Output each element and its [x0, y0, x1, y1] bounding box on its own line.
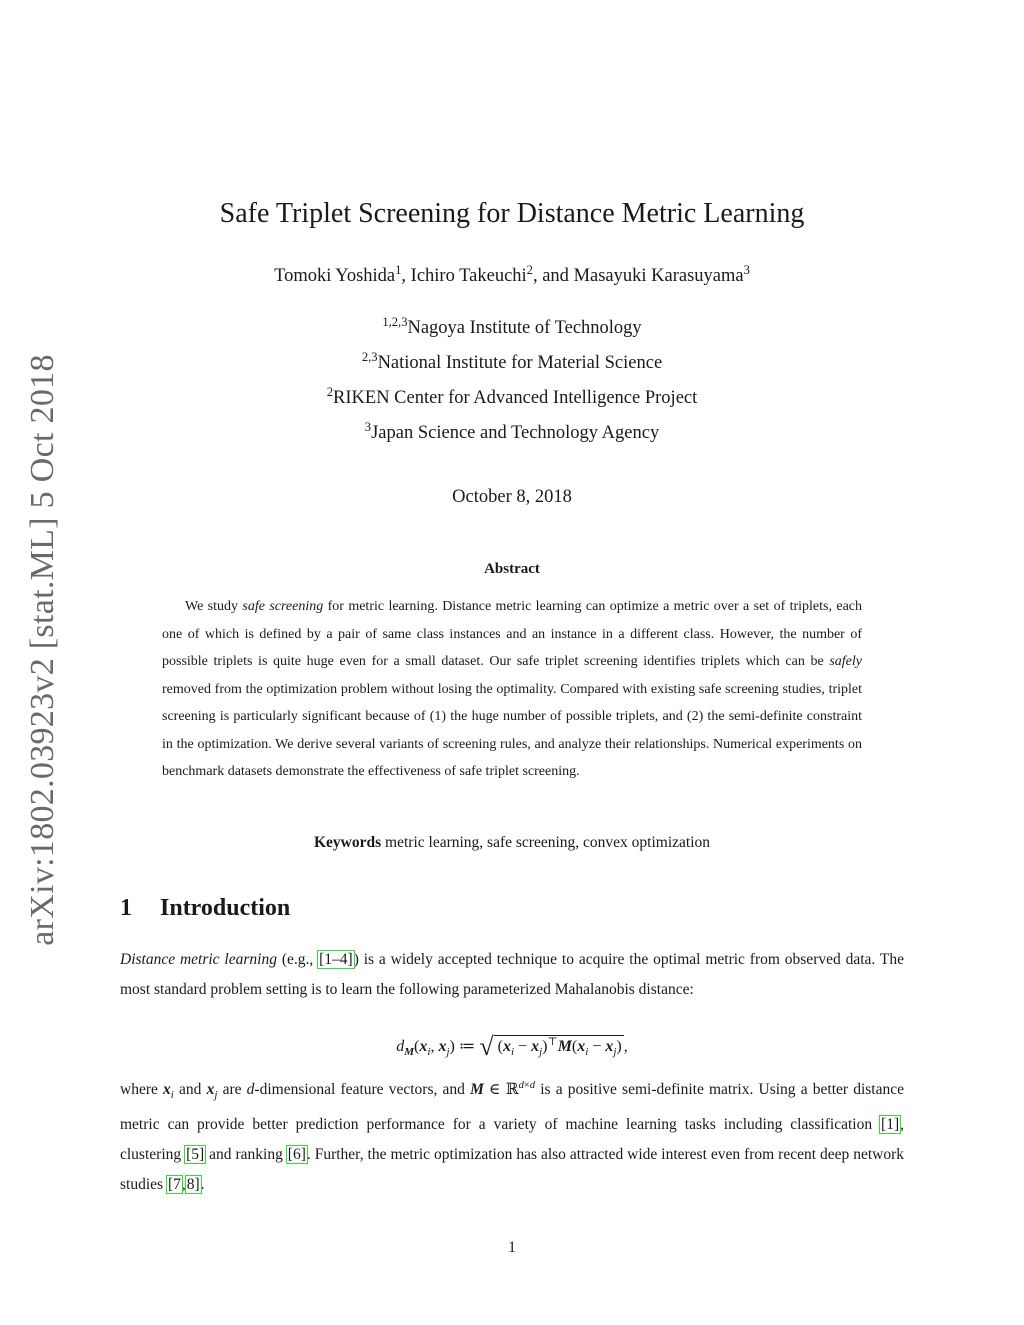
page-number: 1	[508, 1239, 516, 1256]
text-run: where	[120, 1081, 164, 1098]
intro-paragraph: where $x_i$ and $x_j$ are d-dimensional feature vectors, and M ∈ ℝ$^{d\times d}$ is a positive semi-definite matrix. Using a better distance metric can provide better prediction performance for a variety of machine learning tasks including classification [1], clustering [5] and ranking [6]. Further, the metric optimization has also attracted wide interest even from recent deep network studies [7,8].	[120, 1080, 905, 1194]
citation-link[interactable]: [1]	[881, 1116, 900, 1134]
citation-link[interactable]: 8]	[186, 1176, 200, 1194]
author-list	[0, 263, 1024, 287]
affiliation-sup: 2	[326, 385, 334, 400]
affiliation	[0, 315, 1024, 339]
arxiv-id: arXiv:1802.03923v2 [stat.ML] 5 Oct 2018	[24, 354, 61, 946]
affiliation	[0, 420, 1024, 444]
text-run: ,	[181, 1176, 186, 1194]
abstract-emphasis: safely	[829, 654, 862, 669]
affiliation-name: Nagoya Institute of Technology	[407, 318, 642, 338]
author-separator: ,	[401, 266, 411, 286]
text-run: is a positive semi-definite matrix. Using a better distance metric can provide better prediction performance for a variety of machine learning tasks including classification	[120, 1081, 904, 1134]
citation-link[interactable]: [1–4]	[319, 951, 353, 968]
paper-title: Safe Triplet Screening for Distance Metric Learning	[219, 198, 805, 229]
section-heading	[120, 895, 290, 922]
keywords-label: Keywords	[314, 834, 382, 851]
affiliation-name: RIKEN Center for Advanced Intelligence Project	[333, 388, 698, 408]
affiliation-name: National Institute for Material Science	[377, 353, 663, 373]
author-name: Tomoki Yoshida	[274, 266, 396, 286]
author-sup: 1	[395, 263, 402, 278]
affiliation	[0, 385, 1024, 409]
affiliation-sup: 1,2,3	[382, 315, 408, 330]
text-run: (e.g.,	[276, 951, 319, 968]
citation-link[interactable]: [5]	[186, 1146, 205, 1164]
abstract-part: for metric learning. Distance metric learning can optimize a metric over a set of triplets, each one of which is defined by a pair of same class instances and an instance in a different class. However, the number of possible triplets is quite huge even for a small dataset. Our safe triplet screening identifies triplets which can be	[162, 599, 862, 669]
text-run: , clustering	[120, 1116, 904, 1164]
author-sup: 3	[743, 263, 750, 278]
author-name: Ichiro Takeuchi	[410, 266, 527, 286]
text-run: . Further, the metric optimization has also attracted wide interest even from recent deep network studies	[120, 1146, 905, 1194]
text-run: ) is a widely accepted technique to acquire the optimal metric from observed data. The most standard problem setting is to learn the following parameterized Mahalanobis distance:	[120, 951, 904, 998]
affiliation-sup: 2,3	[361, 350, 378, 365]
keywords	[0, 834, 1024, 852]
author-separator: , and	[532, 266, 574, 286]
author-name: Masayuki Karasuyama	[573, 266, 744, 286]
section-title: Introduction	[160, 895, 291, 921]
affiliation	[0, 350, 1024, 374]
mahalanobis-equation: $d_M(x_i$, $x_j$) ≔ √ $(x_i - x_j)^⊤M(x_i - x_j)$ ,	[396, 1032, 628, 1061]
intro-emphasis: Distance metric learning	[120, 951, 277, 968]
abstract-part: removed from the optimization problem without losing the optimality. Compared with existing safe screening studies, triplet screening is particularly significant because of (1) the huge number of possible triplets, and (2) the semi-definite constraint in the optimization. We derive several variants of screening rules, and analyze their relationships. Numerical experiments on benchmark datasets demonstrate the effectiveness of safe triplet screening.	[162, 681, 862, 779]
author-sup: 2	[526, 263, 533, 278]
text-run: and	[173, 1081, 207, 1098]
text-run: are	[217, 1081, 247, 1098]
affiliation-name: Japan Science and Technology Agency	[371, 423, 660, 443]
paper-date: October 8, 2018	[452, 487, 572, 507]
text-run: -dimensional feature vectors, and	[254, 1081, 471, 1098]
intro-paragraph	[120, 945, 904, 1005]
affiliation-sup: 3	[364, 420, 372, 435]
section-number: 1	[120, 895, 132, 921]
abstract-text	[162, 593, 862, 786]
abstract-heading: Abstract	[484, 561, 540, 577]
text-run: and ranking	[205, 1146, 287, 1164]
citation-link[interactable]: [7	[167, 1176, 181, 1194]
abstract-part: We study	[185, 599, 243, 614]
citation-link[interactable]: [6]	[287, 1146, 306, 1164]
keywords-text: metric learning, safe screening, convex optimization	[381, 834, 710, 851]
text-run: .	[200, 1176, 205, 1194]
abstract-emphasis: safe screening	[242, 599, 324, 614]
